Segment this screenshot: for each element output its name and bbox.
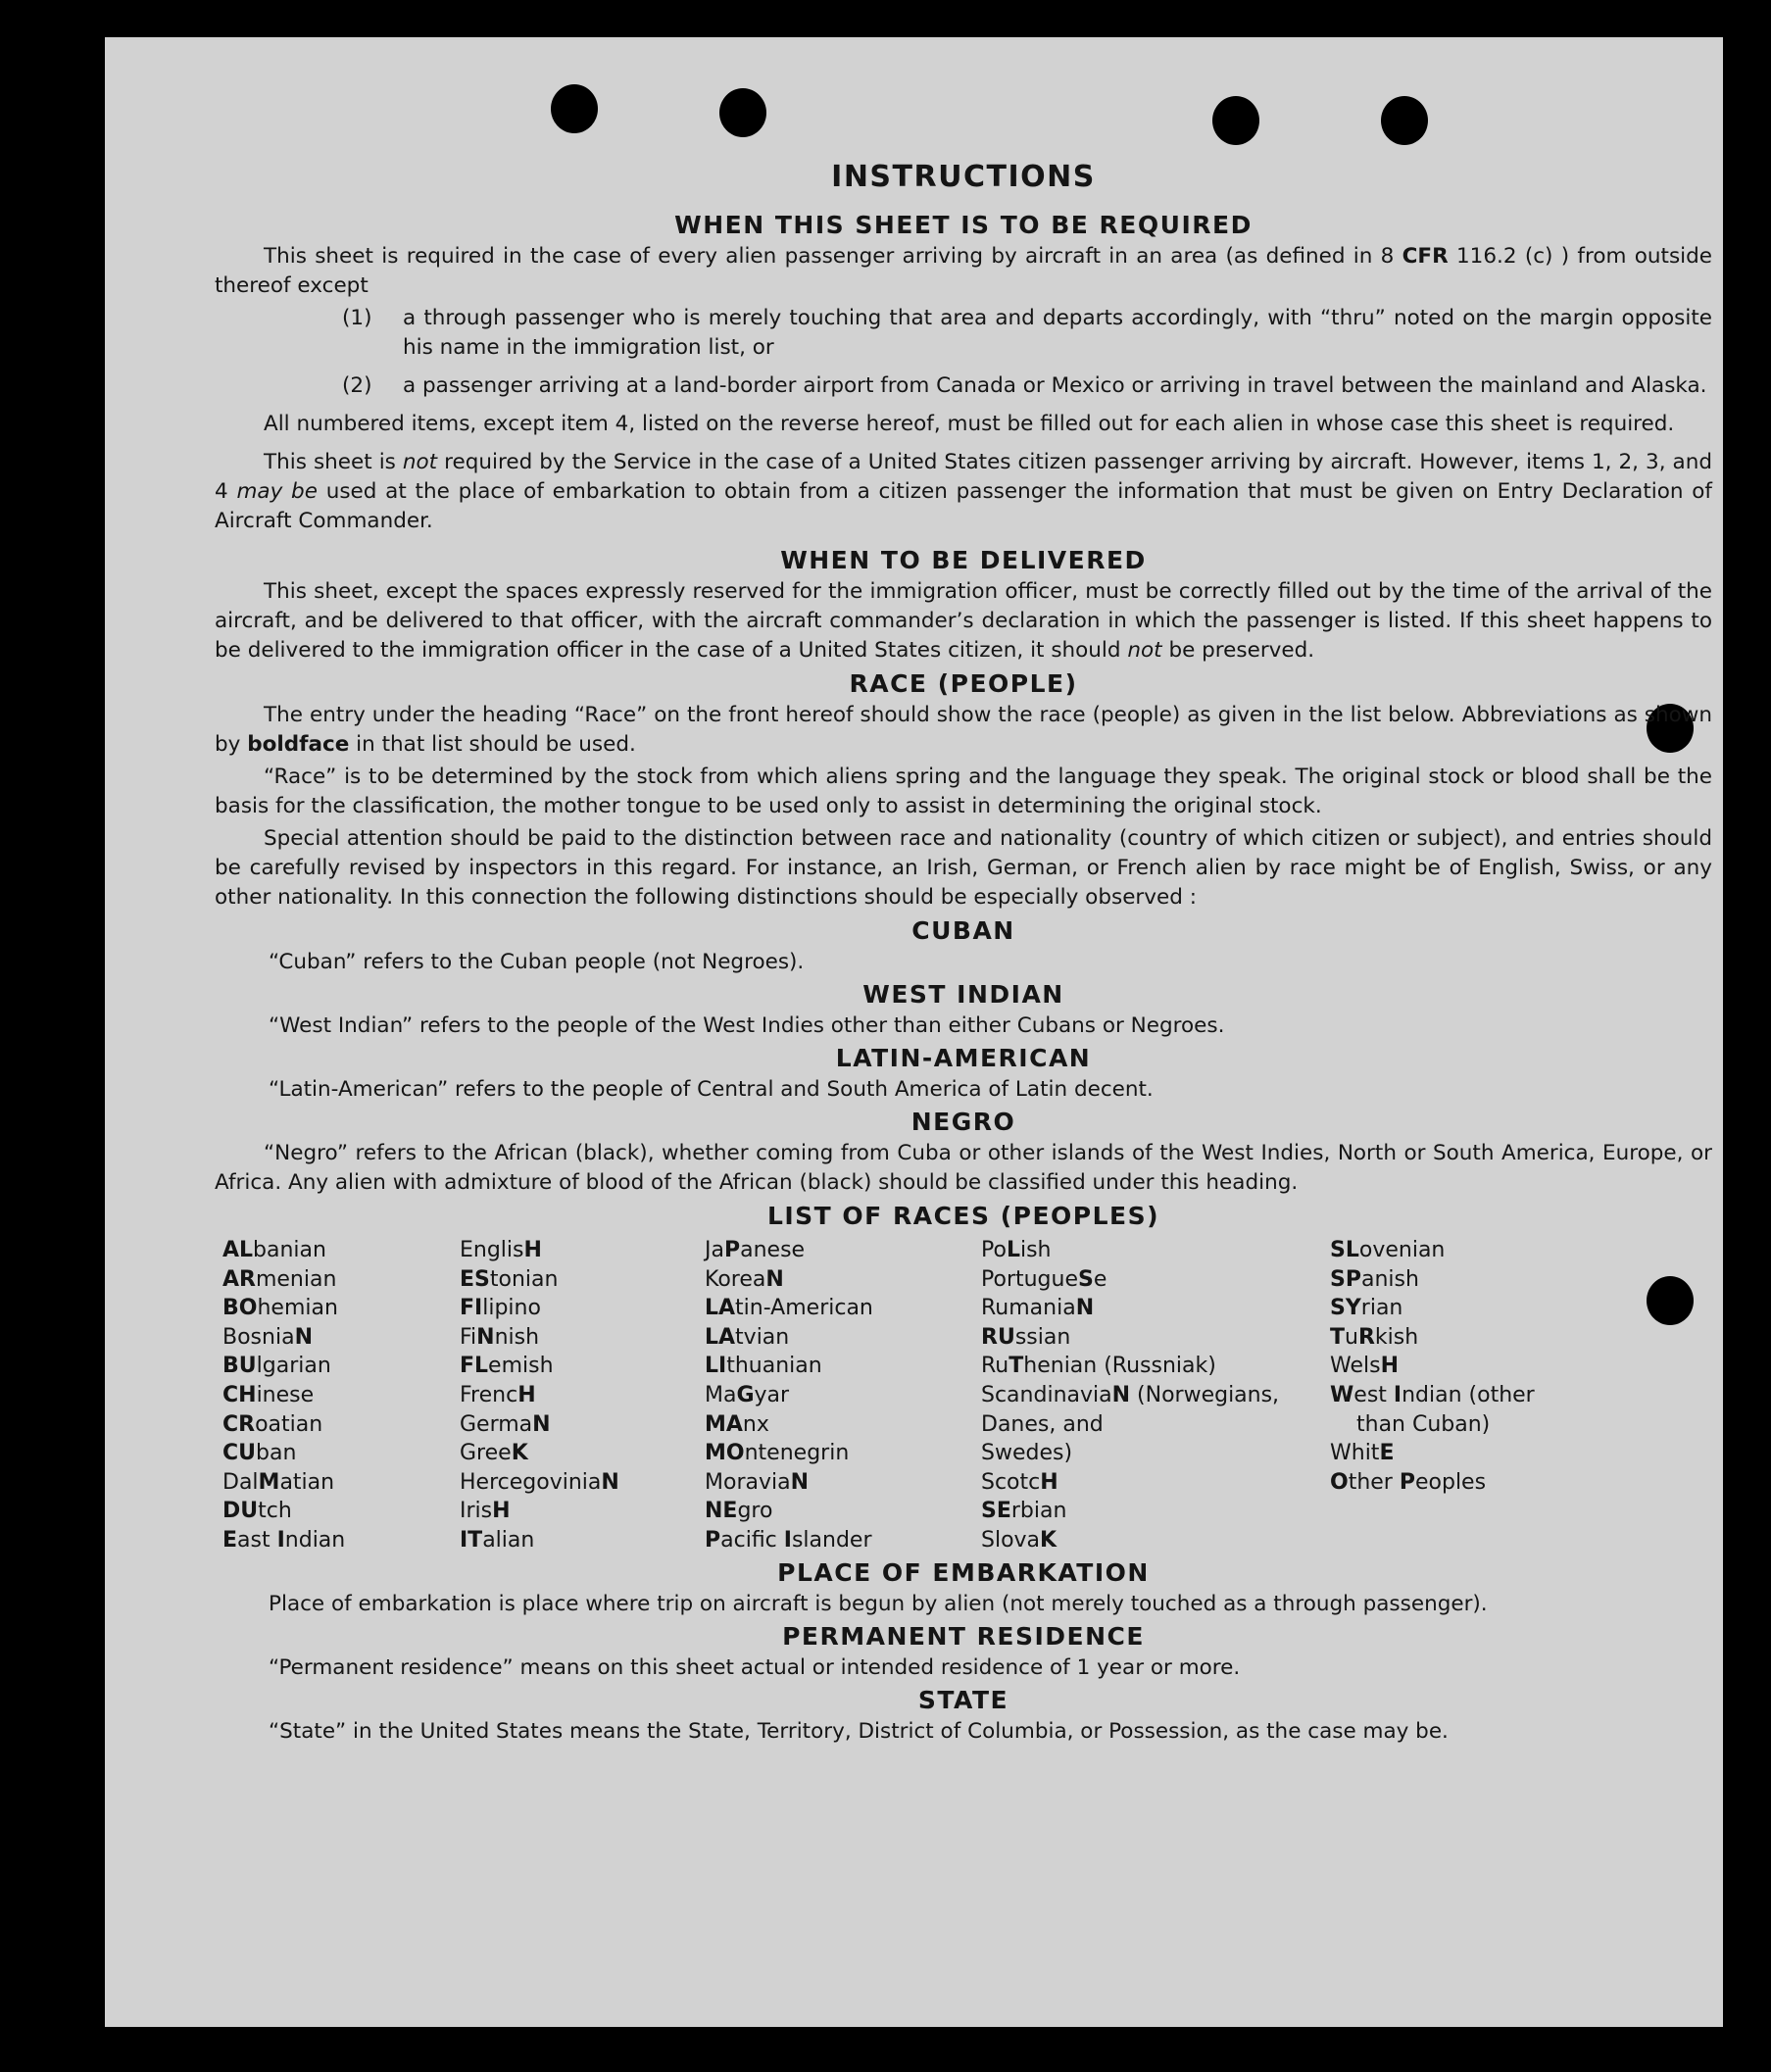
race-entry: JaPanese [705, 1238, 806, 1262]
heading-when-required: WHEN THIS SHEET IS TO BE REQUIRED [674, 211, 1253, 239]
race-entry: ITalian [460, 1527, 535, 1553]
heading-permanent-residence: PERMANENT RESIDENCE [782, 1621, 1145, 1651]
race-column [705, 1236, 981, 1555]
punch-hole [1212, 96, 1259, 145]
item-text: a passenger arriving at a land-border airport from Canada or Mexico or arriving in travel between the mainland and Alaska. [403, 373, 1707, 398]
race-entry: HercegoviniaN [460, 1469, 619, 1495]
race-entry: FIlipino [460, 1296, 541, 1321]
race-column [1330, 1236, 1624, 1555]
race-entry: IrisH [460, 1499, 511, 1524]
race-entry: EStonian [460, 1266, 559, 1292]
race-entry: ScandinaviaN (Norwegians, [981, 1382, 1280, 1407]
race-entry: CUban [222, 1441, 297, 1466]
residence-definition: “Permanent residence” means on this sheet actual or intended residence of 1 year or more. [269, 1654, 1241, 1680]
intro-paragraph: This sheet is required in the case of every alien passenger arriving by aircraft in an area (as defined in 8 CFR 116.2 (c) ) from outside thereof except [215, 244, 1712, 298]
race-entry: BosniaN [222, 1324, 313, 1350]
race-entry: CHinese [222, 1382, 315, 1407]
race-entry: PoLish [981, 1238, 1052, 1262]
race-entry: DalMatian [222, 1469, 335, 1495]
race-entry: NEgro [705, 1499, 773, 1524]
document-page [105, 37, 1723, 2027]
race-entry: SlovaK [981, 1527, 1058, 1553]
race-entry: RuThenian (Russniak) [981, 1354, 1216, 1379]
race-entry: DUtch [222, 1499, 292, 1524]
race-column [981, 1236, 1330, 1555]
race-entry: RUssian [981, 1324, 1071, 1350]
race-entry: Danes, and [981, 1411, 1104, 1437]
race-entry: MAnx [705, 1411, 769, 1437]
heading-race: RACE (PEOPLE) [849, 669, 1078, 698]
exception-item [342, 371, 1712, 401]
embarkation-definition: Place of embarkation is place where trip on aircraft is begun by alien (not merely touched as a through passenger). [269, 1591, 1488, 1616]
race-entry: LAtvian [705, 1324, 790, 1350]
item-number: (2) [342, 373, 372, 398]
race-entry: FrencH [460, 1382, 536, 1407]
race-entry: Other Peoples [1330, 1469, 1487, 1495]
race-list [222, 1236, 1712, 1555]
latin-american-definition: “Latin-American” refers to the people of Central and South America of Latin decent. [269, 1077, 1154, 1102]
race-entry: Swedes) [981, 1441, 1073, 1466]
cuban-definition: “Cuban” refers to the Cuban people (not Negroes). [269, 950, 805, 974]
race-entry: FLemish [460, 1354, 554, 1379]
race-stock-paragraph: “Race” is to be determined by the stock from which aliens spring and the language they speak. The original stock or blood shall be the basis for the classification, the mother tongue to be used only to assist in determining the original stock. [215, 765, 1712, 818]
punch-hole [551, 84, 598, 133]
state-definition: “State” in the United States means the State, Territory, District of Columbia, or Possession, as the case may be. [269, 1718, 1449, 1744]
negro-definition: “Negro” refers to the African (black), whether coming from Cuba or other islands of the West Indies, North or South America, Europe, or Africa. Any alien with admixture of blood of the African (black) should be classified under this heading. [215, 1141, 1712, 1195]
race-entry: SLovenian [1330, 1238, 1446, 1262]
race-entry: BOhemian [222, 1296, 338, 1321]
punch-hole [719, 88, 766, 137]
race-nationality-paragraph: Special attention should be paid to the distinction between race and nationality (country of which citizen or subject), and entries should be carefully revised by inspectors in this regard. For instance, an Irish, German, or French alien by race might be of English, Swiss, or any other nationality. In this connection the following distinctions should be especially observed : [215, 826, 1712, 910]
race-entry: FiNnish [460, 1324, 540, 1350]
race-entry: WhitE [1330, 1441, 1395, 1466]
citizen-paragraph: This sheet is not required by the Service in the case of a United States citizen passenger arriving by aircraft. However, items 1, 2, 3, and 4 may be used at the place of embarkation to obtain from a citizen passenger the information that must be given on Entry Declaration of Aircraft Commander. [215, 450, 1713, 533]
race-entry: LAtin-American [705, 1296, 873, 1321]
heading-west-indian: WEST INDIAN [862, 980, 1064, 1009]
page-title: INSTRUCTIONS [831, 160, 1096, 194]
heading-place-of-embarkation: PLACE OF EMBARKATION [777, 1557, 1150, 1587]
race-entry: KoreaN [705, 1266, 784, 1292]
race-entry: WelsH [1330, 1354, 1399, 1379]
race-entry: PortugueSe [981, 1266, 1107, 1292]
race-entry: SErbian [981, 1499, 1067, 1524]
race-entry: EnglisH [460, 1238, 542, 1262]
race-entry: MaGyar [705, 1382, 790, 1407]
race-entry: Pacific Islander [705, 1527, 872, 1553]
west-indian-definition: “West Indian” refers to the people of the West Indies other than either Cubans or Negroes. [269, 1013, 1225, 1038]
instructions-content [215, 160, 1713, 1747]
race-entry: SPanish [1330, 1266, 1419, 1292]
race-entry: ScotcH [981, 1469, 1058, 1495]
delivered-paragraph: This sheet, except the spaces expressly reserved for the immigration officer, must be correctly filled out by the time of the arrival of the aircraft, and be delivered to that officer, with the aircraft commander’s declaration in which the passenger is listed. If this sheet happens to be delivered to the immigration officer in the case of a United States citizen, it should not be preserved. [215, 579, 1712, 663]
heading-cuban: CUBAN [911, 916, 1015, 945]
race-entry: BUlgarian [222, 1354, 331, 1379]
race-entry: ARmenian [222, 1266, 337, 1292]
race-entry: than Cuban) [1356, 1411, 1491, 1437]
race-column [222, 1236, 460, 1555]
race-entry: West Indian (other [1330, 1382, 1535, 1407]
race-entry: CRoatian [222, 1411, 323, 1437]
punch-hole [1381, 96, 1428, 145]
race-entry: East Indian [222, 1527, 346, 1553]
exception-item [342, 304, 1712, 363]
race-entry: TuRkish [1330, 1324, 1419, 1350]
race-paragraph: The entry under the heading “Race” on the front hereof should show the race (people) as given in the list below. Abbreviations as shown by boldface in that list should be used. [215, 703, 1712, 757]
heading-when-delivered: WHEN TO BE DELIVERED [780, 546, 1147, 574]
race-entry: RumaniaN [981, 1296, 1095, 1321]
race-entry: LIthuanian [705, 1354, 822, 1379]
item-text: a through passenger who is merely touching that area and departs accordingly, with “thru” noted on the margin opposite his name in the immigration list, or [403, 306, 1712, 360]
numbered-items-paragraph: All numbered items, except item 4, listed on the reverse hereof, must be filled out for each alien in whose case this sheet is required. [264, 412, 1675, 436]
heading-list-of-races: LIST OF RACES (PEOPLES) [766, 1202, 1160, 1230]
race-entry: SYrian [1330, 1296, 1403, 1321]
heading-latin-american: LATIN-AMERICAN [835, 1044, 1092, 1072]
race-entry: MOntenegrin [705, 1441, 850, 1466]
race-entry: MoraviaN [705, 1469, 810, 1495]
heading-negro: NEGRO [910, 1108, 1016, 1136]
heading-state: STATE [917, 1685, 1009, 1714]
race-entry: GreeK [460, 1441, 528, 1466]
race-column [460, 1236, 705, 1555]
race-entry: GermaN [460, 1411, 551, 1437]
race-entry: ALbanian [222, 1238, 326, 1262]
item-number: (1) [342, 306, 372, 330]
